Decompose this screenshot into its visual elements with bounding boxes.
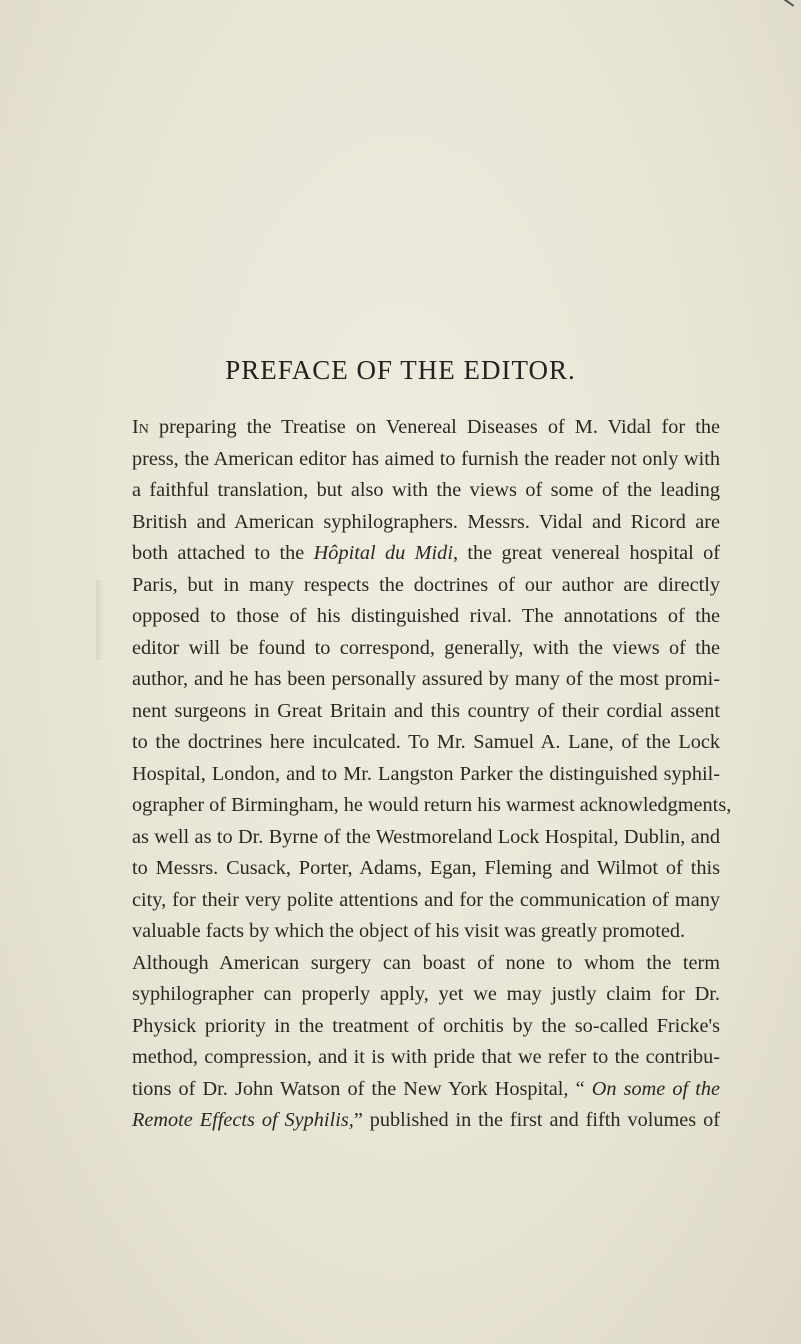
text-line: to the doctrines here inculcated. To Mr. Samuel A. Lane, of the Lock: [132, 731, 720, 753]
paragraph-2: [112, 948, 720, 1137]
text-line: Hospital, London, and to Mr. Langston Parker the distinguished syphil-: [132, 762, 720, 785]
text-line: [132, 412, 720, 444]
text-line: editor will be found to correspond, generally, with the views of the: [132, 636, 720, 659]
italic-run: On some of the: [591, 1077, 720, 1100]
text-line: British and American syphilographers. Messrs. Vidal and Ricord are: [132, 510, 720, 533]
text-line: ographer of Birmingham, he would return his warmest acknowledgments,: [132, 794, 732, 816]
text-run: tions of Dr. John Watson of the New York Hospital, “: [132, 1077, 592, 1100]
text-run: both attached to the: [132, 542, 314, 564]
text-line: city, for their very polite attentions and for the communication of many: [132, 888, 720, 911]
italic-run: Remote Effects of Syphilis,: [132, 1109, 354, 1131]
text-line: opposed to those of his distinguished rival. The annotations of the: [132, 605, 720, 627]
text-run: ” published in the first and fifth volumes of: [353, 1109, 721, 1131]
corner-mark: [776, 0, 794, 15]
text-run: preparing the Treatise on Venereal Diseases of M. Vidal for the: [148, 416, 720, 438]
text-line: nent surgeons in Great Britain and this country of their cordial assent: [132, 699, 720, 722]
page-title: PREFACE OF THE EDITOR.: [225, 355, 576, 385]
text-line: Physick priority in the treatment of orchitis by the so-called Fricke's: [132, 1014, 720, 1037]
text-line: [112, 1074, 720, 1106]
paragraph-1: [112, 412, 732, 948]
italic-run: Hôpital du Midi: [313, 542, 453, 564]
text-line: press, the American editor has aimed to furnish the reader not only with: [132, 447, 720, 470]
text-line: [112, 1105, 720, 1137]
text-line: author, and he has been personally assured by many of the most promi-: [132, 668, 720, 690]
text-run: , the great venereal hospital of: [452, 542, 720, 564]
drop-word: In: [132, 416, 149, 438]
page-stain: [96, 580, 104, 660]
text-line: syphilographer can properly apply, yet we may justly claim for Dr.: [132, 983, 720, 1005]
text-line: valuable facts by which the object of his visit was greatly promoted.: [132, 920, 686, 942]
text-line: to Messrs. Cusack, Porter, Adams, Egan, Fleming and Wilmot of this: [132, 857, 720, 879]
preface-body: [112, 412, 732, 1137]
text-line: [112, 538, 720, 570]
text-line: Although American surgery can boast of none to whom the term: [132, 951, 720, 974]
text-line: a faithful translation, but also with the views of some of the leading: [132, 479, 720, 501]
text-line: as well as to Dr. Byrne of the Westmoreland Lock Hospital, Dublin, and: [132, 825, 720, 848]
text-line: method, compression, and it is with pride that we refer to the contribu-: [132, 1046, 720, 1068]
text-line: Paris, but in many respects the doctrines of our author are directly: [132, 573, 720, 596]
